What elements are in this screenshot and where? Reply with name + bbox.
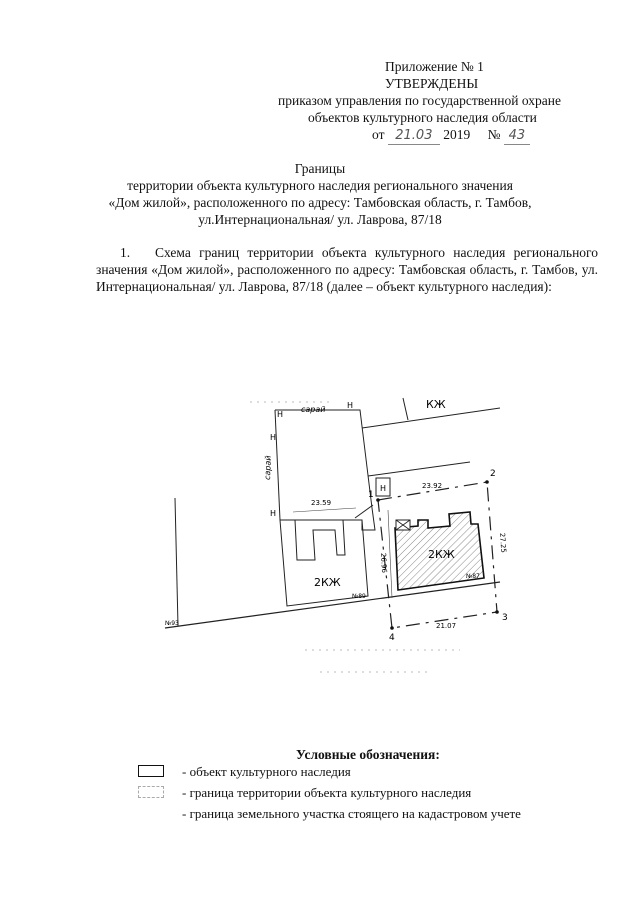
- kzh-tick: [403, 398, 408, 420]
- point-1-marker: [376, 498, 380, 502]
- shed-outline: [275, 410, 375, 530]
- label-no93: №93: [165, 620, 179, 627]
- title-line-1: Границы: [294, 161, 346, 176]
- shed-left-wall: [275, 410, 280, 520]
- label-point-2: 2: [490, 469, 496, 479]
- label-dim-26-96: 26.96: [379, 552, 389, 574]
- label-kzh-top: КЖ: [426, 398, 446, 411]
- label-h-5: Н: [380, 484, 387, 493]
- label-point-4: 4: [389, 633, 395, 643]
- point-3-marker: [495, 610, 499, 614]
- label-sarai-vertical: сарай: [263, 455, 273, 481]
- point-2-marker: [485, 480, 489, 484]
- point-4-marker: [390, 626, 394, 630]
- label-no89: №89: [352, 593, 366, 600]
- label-dim-21-07: 21.07: [436, 622, 457, 630]
- title-line-3: «Дом жилой», расположенного по адресу: Тамбовская область, г. Тамбов,: [108, 195, 532, 210]
- approval-line-1: приказом управления по государственной охране: [278, 93, 561, 108]
- label-left-building: 2КЖ: [314, 576, 341, 589]
- label-dim-23-92: 23.92: [422, 482, 443, 490]
- label-main-building: 2КЖ: [428, 548, 455, 561]
- label-h-1: Н: [277, 410, 284, 419]
- approved-label: УТВЕРЖДЕНЫ: [385, 76, 479, 91]
- legend-item-cadastral: - граница земельного участка стоящего на кадастровом учете: [182, 806, 521, 821]
- legend-swatch-territory: [138, 786, 164, 798]
- street-line-left: [175, 498, 178, 626]
- number-sign: №: [487, 127, 501, 142]
- legend-item-object: - объект культурного наследия: [182, 764, 351, 779]
- approval-year: 2019: [443, 127, 471, 142]
- appendix-label: Приложение № 1: [385, 59, 484, 74]
- legend-heading: Условные обозначения:: [296, 747, 440, 762]
- street-line-top-2: [368, 462, 470, 476]
- label-dim-23-59: 23.59: [311, 499, 332, 507]
- label-sarai: сарай: [301, 405, 326, 414]
- dim-line-26-96: [388, 510, 392, 598]
- street-line-top-1: [362, 408, 500, 428]
- label-h-4: Н: [270, 509, 277, 518]
- label-point-1: 1: [368, 490, 374, 500]
- handwritten-number: 43: [504, 127, 530, 145]
- date-prefix: от: [372, 127, 385, 142]
- approval-line-2: объектов культурного наследия области: [308, 110, 537, 125]
- title-line-2: территории объекта культурного наследия регионального значения: [127, 178, 513, 193]
- label-h-2: Н: [347, 401, 354, 410]
- handwritten-date: 21.03: [388, 127, 440, 145]
- inner-diagonal: [355, 505, 373, 518]
- label-dim-27-25: 27.25: [498, 532, 508, 554]
- label-h-3: Н: [270, 433, 277, 442]
- legend-swatch-object: [138, 765, 164, 777]
- dim-line-23-59: [293, 508, 356, 512]
- label-point-3: 3: [502, 613, 508, 623]
- paragraph-text: 1. Схема границ территории объекта культурного наследия регионального значения «Дом жилой», расположенного по адресу: Тамбовская область, г. Тамбов, ул. Интернациональная/ ул. Лаврова, 87/18 (далее – объект культурного наследия):: [96, 245, 598, 294]
- title-line-4: ул.Интернациональная/ ул. Лаврова, 87/18: [198, 212, 442, 227]
- legend-item-territory: - граница территории объекта культурного наследия: [182, 785, 472, 800]
- label-no87: №87: [466, 573, 480, 580]
